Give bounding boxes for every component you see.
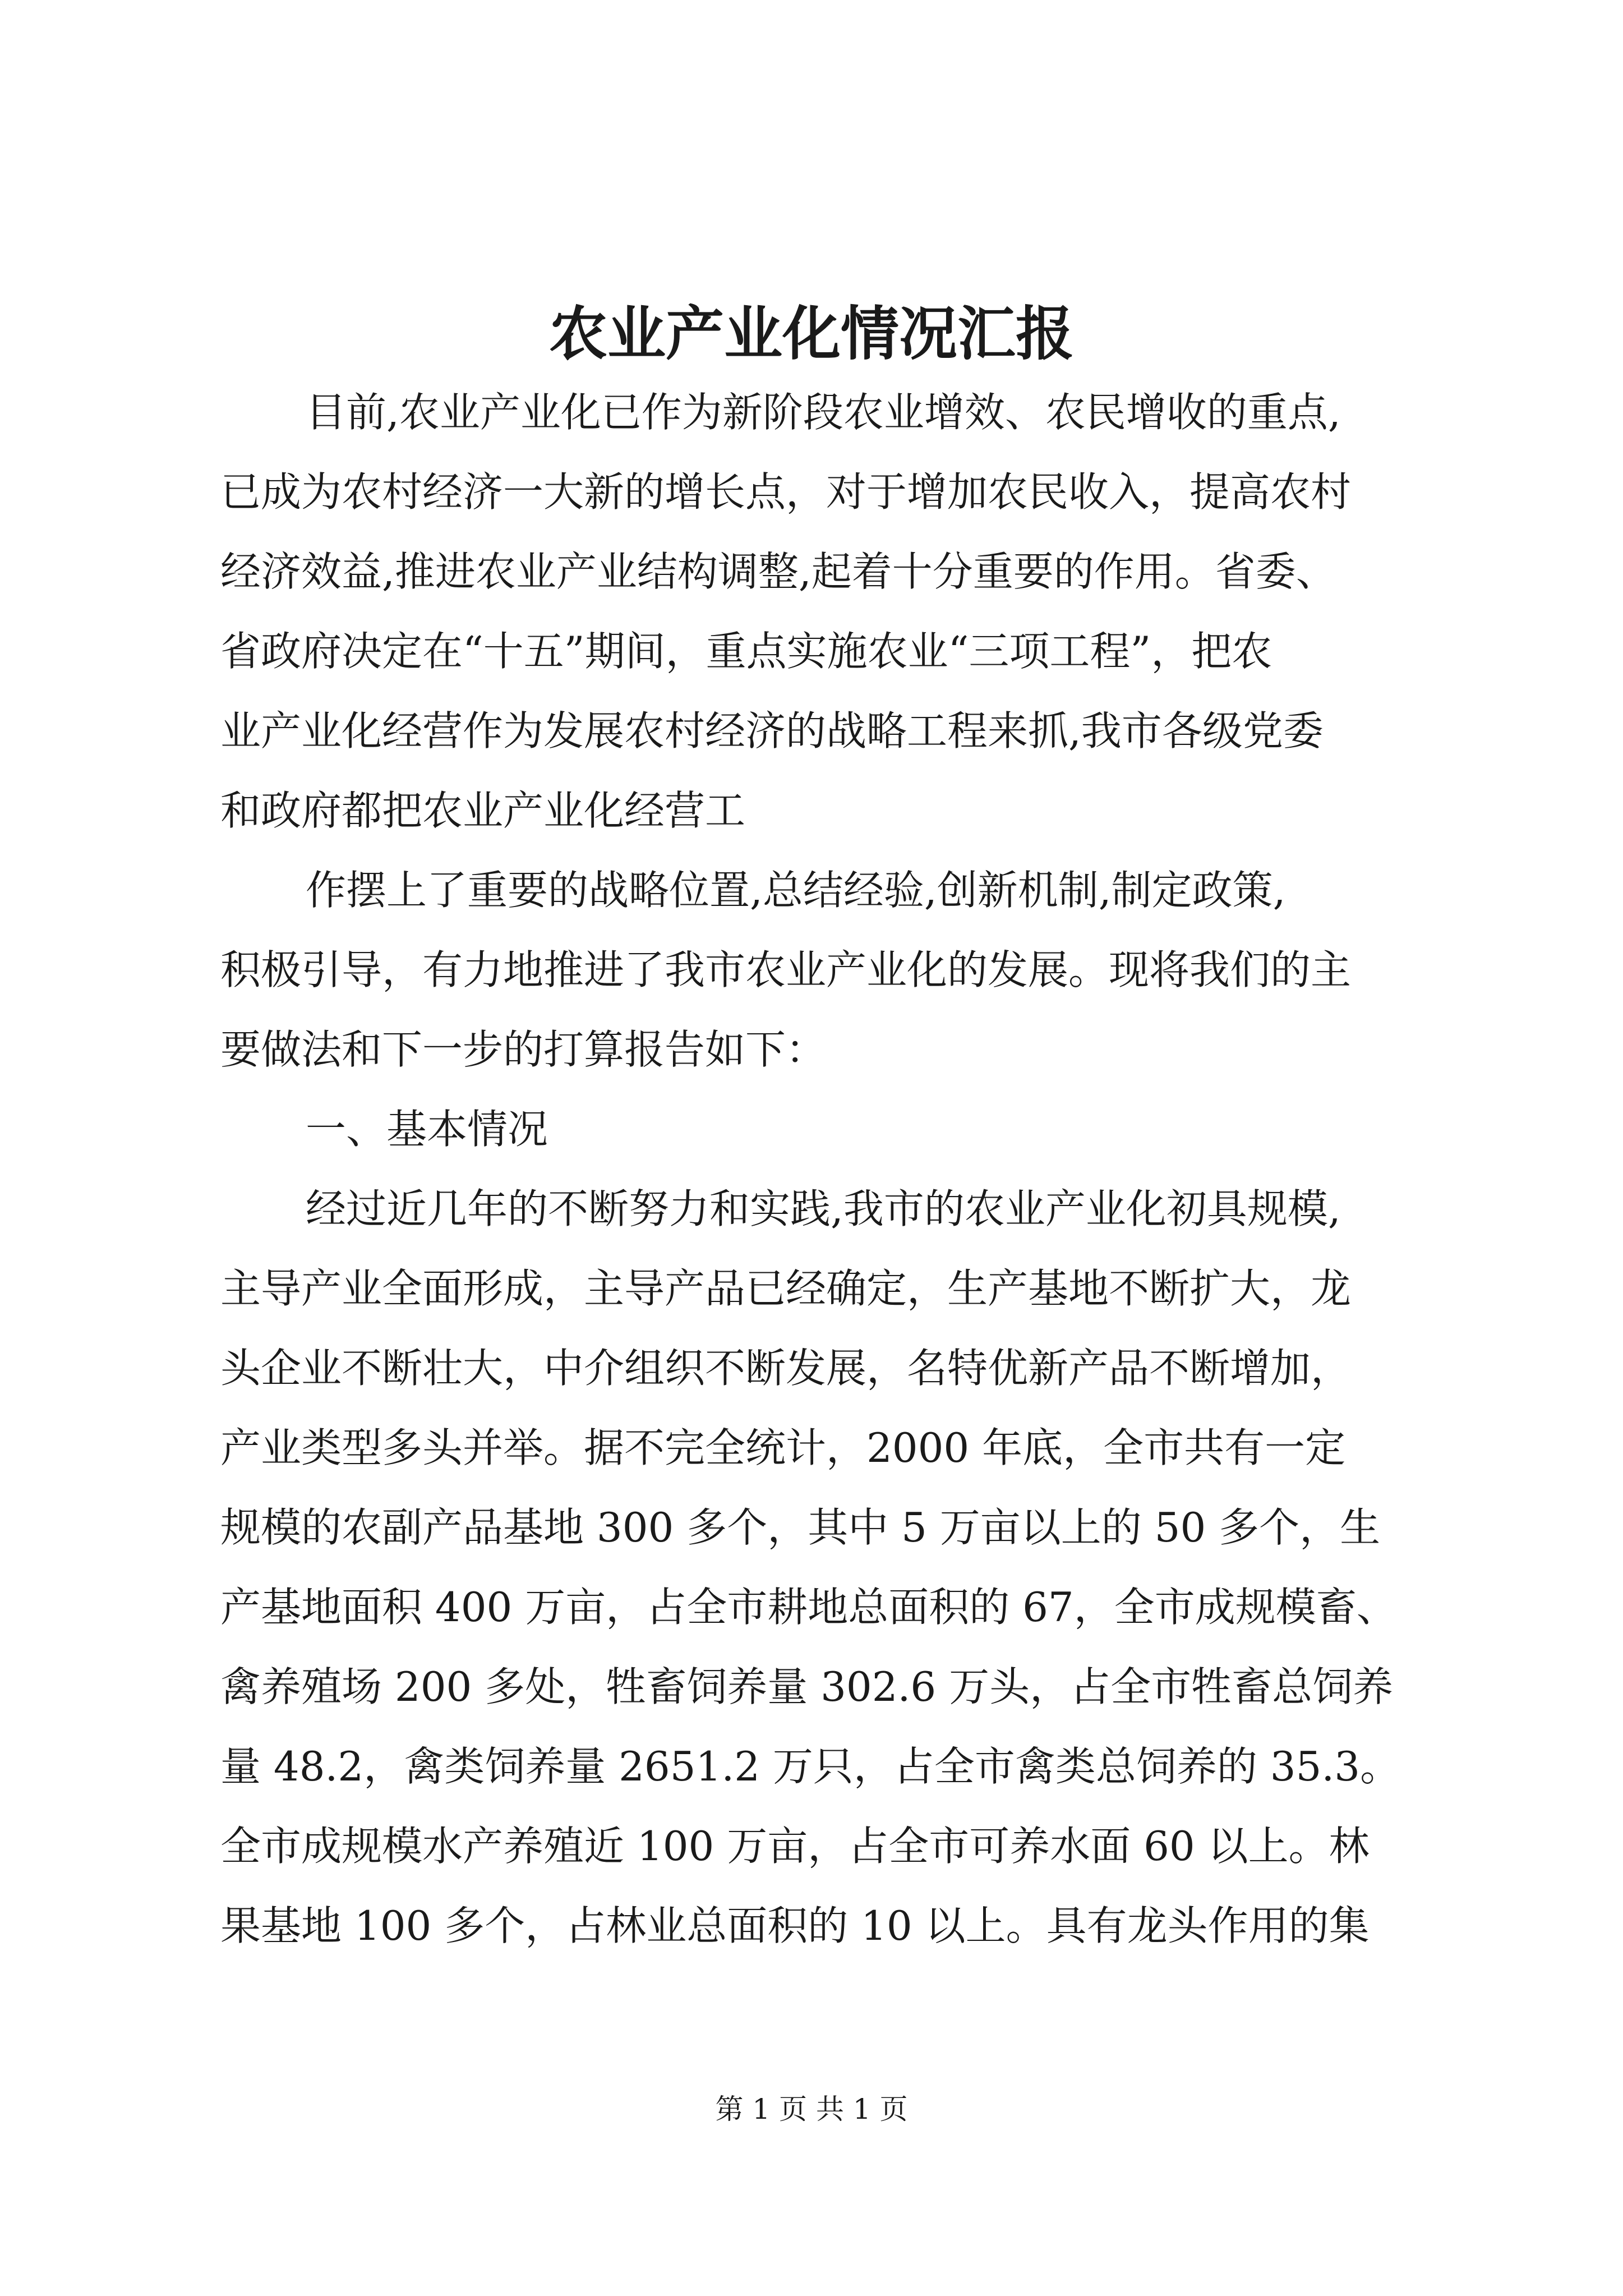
paragraph-line: 产基地面积 400 万亩，占全市耕地总面积的 67，全市成规模畜、 — [220, 1584, 1397, 1631]
paragraph-line: 禽养殖场 200 多处，牲畜饲养量 302.6 万头，占全市牲畜总饲养 — [220, 1663, 1394, 1710]
paragraph-line: 和政府都把农业产业化经营工 — [220, 787, 746, 834]
paragraph-line: 经过近几年的不断努力和实践,我市的农业产业化初具规模, — [306, 1185, 1341, 1232]
paragraph-line: 主导产业全面形成，主导产品已经确定，生产基地不断扩大，龙 — [220, 1265, 1352, 1312]
paragraph-line: 作摆上了重要的战略位置,总结经验,创新机制,制定政策, — [306, 867, 1286, 914]
paragraph-line: 省政府决定在“十五”期间，重点实施农业“三项工程”，把农 — [220, 628, 1272, 675]
paragraph-line: 积极引导，有力地推进了我市农业产业化的发展。现将我们的主 — [220, 946, 1352, 993]
paragraph-line: 已成为农村经济一大新的增长点，对于增加农民收入，提高农村 — [220, 468, 1352, 516]
page-footer: 第 1 页 共 1 页 — [715, 2093, 908, 2125]
paragraph-line: 量 48.2，禽类饲养量 2651.2 万只，占全市禽类总饲养的 35.3。 — [220, 1743, 1401, 1790]
paragraph-line: 要做法和下一步的打算报告如下： — [220, 1026, 827, 1073]
paragraph-line: 规模的农副产品基地 300 多个，其中 5 万亩以上的 50 多个，生 — [220, 1504, 1381, 1551]
section-heading: 一、基本情况 — [306, 1106, 548, 1153]
paragraph-line: 目前,农业产业化已作为新阶段农业增效、农民增收的重点, — [306, 389, 1341, 436]
document-title: 农业产业化情况汇报 — [548, 299, 1074, 368]
paragraph-line: 全市成规模水产养殖近 100 万亩，占全市可养水面 60 以上。林 — [220, 1823, 1370, 1870]
paragraph-line: 果基地 100 多个，占林业总面积的 10 以上。具有龙头作用的集 — [220, 1902, 1370, 1949]
paragraph-line: 业产业化经营作为发展农村经济的战略工程来抓,我市各级党委 — [220, 707, 1324, 754]
paragraph-line: 经济效益,推进农业产业结构调整,起着十分重要的作用。省委、 — [220, 548, 1336, 595]
paragraph-line: 头企业不断壮大，中介组织不断发展，名特优新产品不断增加， — [220, 1345, 1352, 1392]
paragraph-line: 产业类型多头并举。据不完全统计，2000 年底，全市共有一定 — [220, 1424, 1346, 1471]
